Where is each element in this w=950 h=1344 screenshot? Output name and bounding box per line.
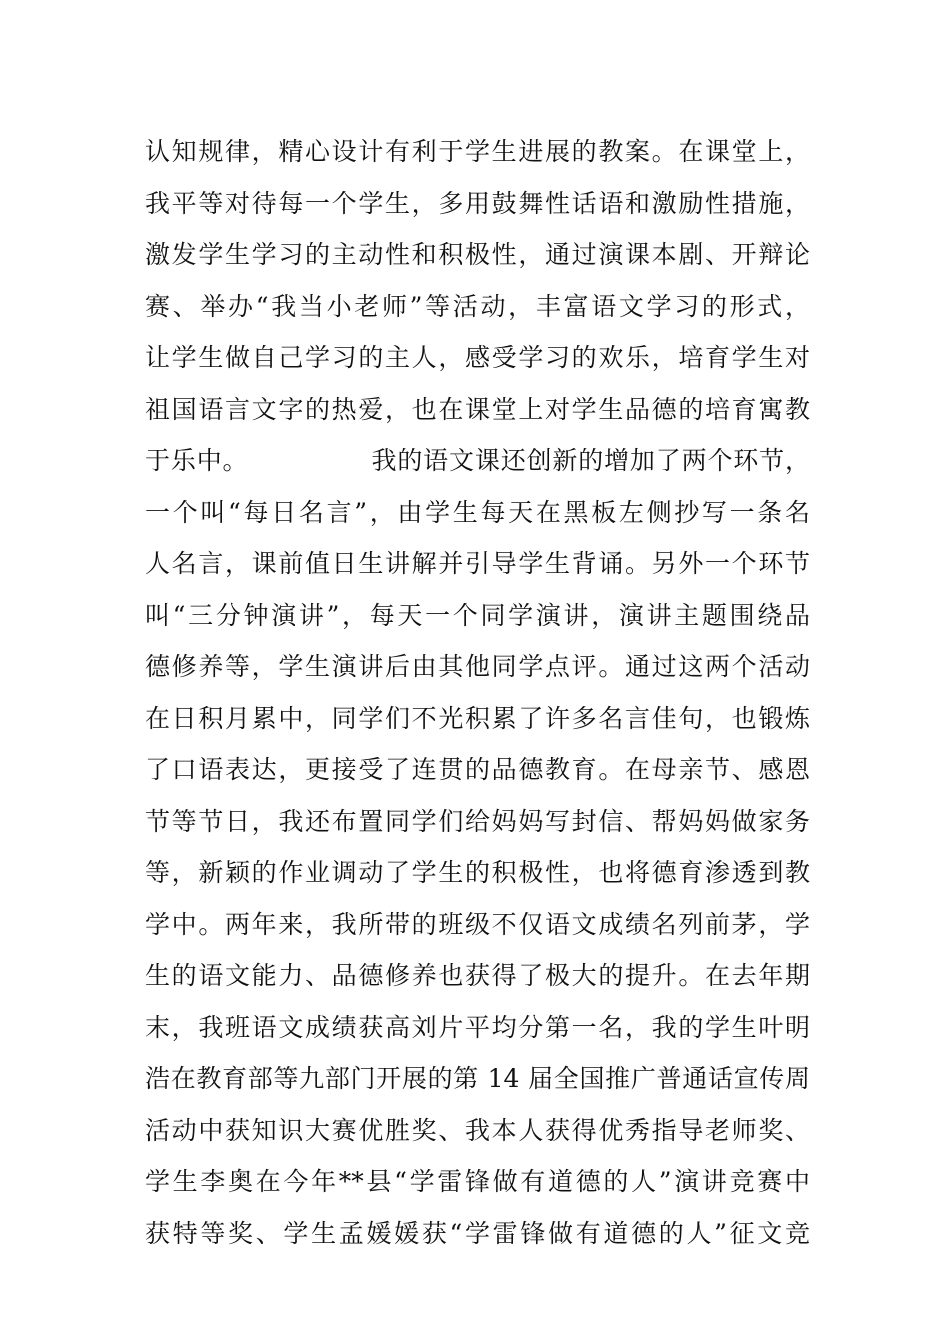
text-line: 我平等对待每一个学生，多用鼓舞性话语和激励性措施， — [145, 188, 810, 218]
text-line: 人名言，课前值日生讲解并引导学生背诵。另外一个环节 — [145, 549, 810, 578]
text-line: 末，我班语文成绩获高刘片平均分第一名，我的学生叶明 — [145, 1012, 810, 1042]
text-line: 活动中获知识大赛优胜奖、我本人获得优秀指导老师奖、 — [145, 1115, 810, 1145]
text-line: 祖国语言文字的热爱，也在课堂上对学生品德的培育寓教 — [145, 394, 810, 424]
text-line: 叫“三分钟演讲”，每天一个同学演讲，演讲主题围绕品 — [145, 600, 810, 630]
text-line: 在日积月累中，同学们不光积累了许多名言佳句，也锻炼 — [145, 703, 810, 733]
text-line: 赛、举办“我当小老师”等活动，丰富语文学习的形式， — [145, 291, 810, 321]
text-line: 德修养等，学生演讲后由其他同学点评。通过这两个活动 — [145, 652, 810, 681]
text-line: 了口语表达，更接受了连贯的品德教育。在母亲节、感恩 — [145, 755, 810, 784]
text-line: 浩在教育部等九部门开展的第 14 届全国推广普通话宣传周 — [145, 1064, 810, 1093]
text-line: 于乐中。 我的语文课还创新的增加了两个环节， — [145, 446, 810, 475]
text-line: 认知规律，精心设计有利于学生进展的教案。在课堂上， — [145, 137, 810, 166]
text-line: 获特等奖、学生孟媛媛获“学雷锋做有道德的人”征文竞 — [145, 1218, 810, 1248]
text-line: 节等节日，我还布置同学们给妈妈写封信、帮妈妈做家务 — [145, 806, 810, 836]
text-line: 激发学生学习的主动性和积极性，通过演课本剧、开辩论 — [145, 240, 810, 269]
text-line: 学生李奥在今年**县“学雷锋做有道德的人”演讲竞赛中 — [145, 1167, 810, 1196]
text-line: 一个叫“每日名言”，由学生每天在黑板左侧抄写一条名 — [145, 497, 810, 527]
text-line: 学中。两年来，我所带的班级不仅语文成绩名列前茅，学 — [145, 909, 810, 939]
text-line: 生的语文能力、品德修养也获得了极大的提升。在去年期 — [145, 961, 810, 990]
text-line: 让学生做自己学习的主人，感受学习的欢乐，培育学生对 — [145, 343, 810, 372]
body-text — [145, 126, 810, 1259]
text-line: 等，新颖的作业调动了学生的积极性，也将德育渗透到教 — [145, 858, 810, 887]
